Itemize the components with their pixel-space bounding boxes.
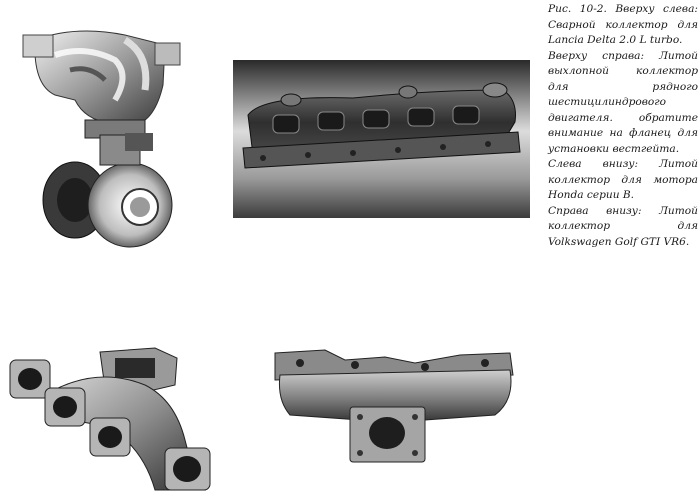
honda-b-series-manifold-photo — [5, 340, 255, 498]
inline-six-cast-manifold-photo — [233, 60, 530, 218]
caption-paragraph: Вверху справа: Литой выхлопной коллектор для рядного шестицилиндрового двигателя. обратите внимание на фланец для установки вестгейта. — [548, 49, 698, 155]
welded-manifold-turbo-photo — [15, 25, 195, 260]
vw-golf-vr6-manifold-photo — [265, 345, 520, 465]
caption-paragraph: Слева внизу: Литой коллектор для мотора Honda серии B. — [548, 158, 698, 201]
caption-paragraph: Рис. 10-2. Вверху слева: Сварной коллектор для Lancia Delta 2.0 L turbo. — [548, 3, 698, 46]
caption-paragraph: Справа внизу: Литой коллектор для Volkswagen Golf GTI VR6. — [548, 204, 698, 248]
figure-caption — [548, 2, 698, 250]
